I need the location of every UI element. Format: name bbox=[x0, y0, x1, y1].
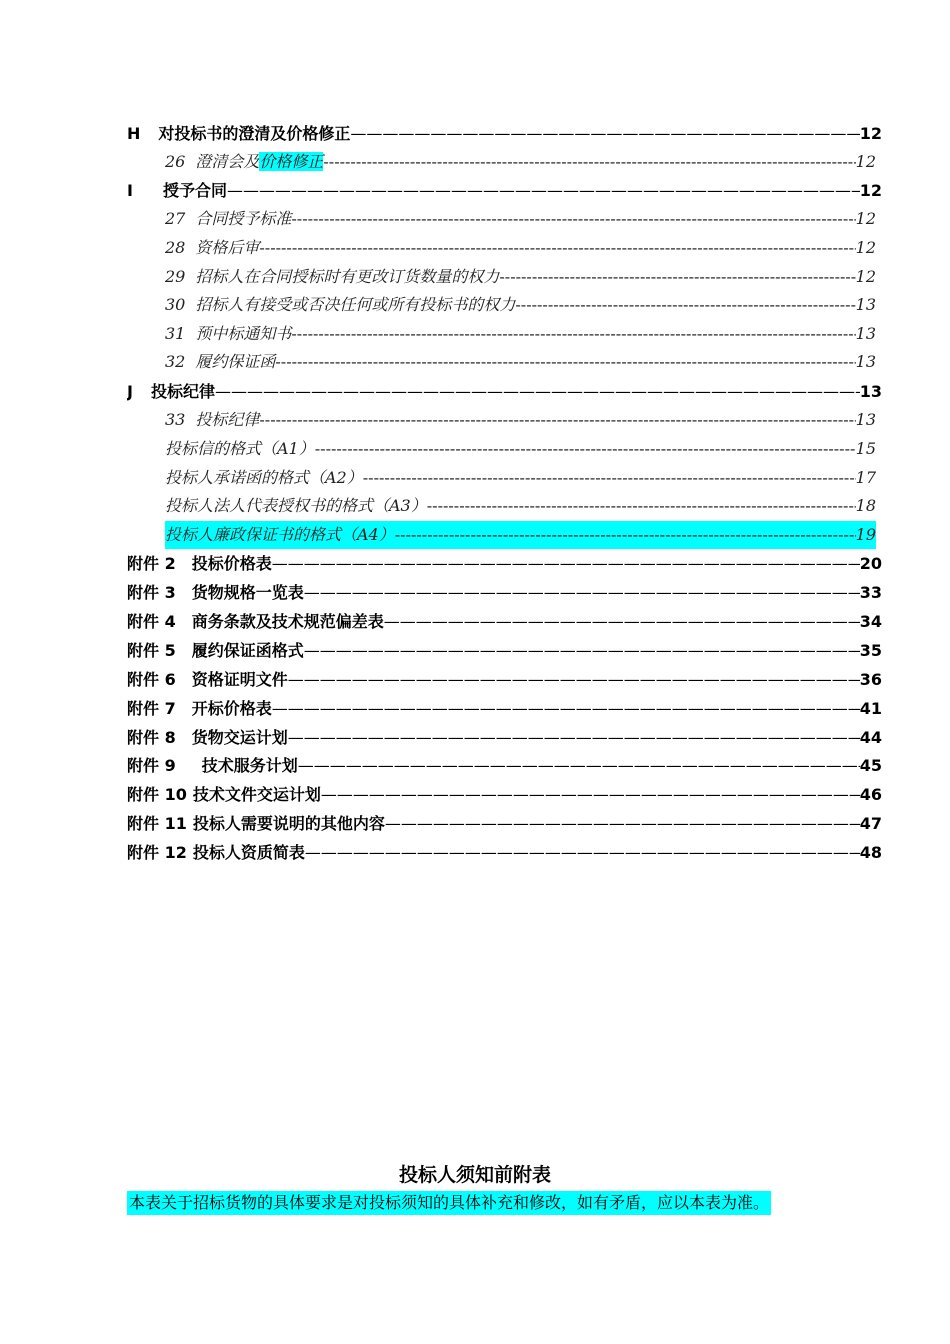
toc-entry[interactable] bbox=[127, 637, 882, 665]
toc-entry-text: 投标人承诺函的格式（A2） bbox=[165, 468, 363, 487]
toc-page-number: 17 bbox=[855, 468, 876, 487]
toc-entry-text: 投标人需要说明的其他内容 bbox=[192, 814, 385, 833]
toc-entry[interactable] bbox=[127, 177, 882, 205]
toc-page-number: 13 bbox=[855, 295, 876, 314]
toc-entry[interactable] bbox=[165, 406, 876, 434]
toc-leader-dashes bbox=[304, 579, 860, 607]
toc-page-number: 12 bbox=[859, 124, 882, 143]
toc-leader-dashes bbox=[215, 378, 860, 406]
toc-entry-number: 30 bbox=[165, 295, 186, 314]
toc-leader-dashes bbox=[227, 177, 860, 205]
toc-page-number: 33 bbox=[859, 583, 882, 602]
toc-entry[interactable] bbox=[165, 234, 876, 262]
toc-entry-title bbox=[165, 148, 323, 176]
toc-entry[interactable] bbox=[165, 521, 876, 549]
toc-leader-dashes bbox=[323, 148, 855, 176]
toc-page-number: 45 bbox=[859, 756, 882, 775]
toc-entry-text: 投标纪律 bbox=[195, 410, 260, 429]
toc-entry[interactable] bbox=[127, 550, 882, 578]
toc-leader-dashes bbox=[384, 608, 860, 636]
toc-leader-dashes bbox=[272, 550, 860, 578]
toc-page-number: 12 bbox=[855, 267, 876, 286]
toc-entry-title bbox=[165, 348, 275, 376]
toc-page-number: 13 bbox=[855, 352, 876, 371]
toc-entry-number: 27 bbox=[165, 209, 186, 228]
toc-entry-label: 附件 8 bbox=[127, 728, 176, 747]
toc-entry-text: 招标人有接受或否决任何或所有投标书的权力 bbox=[195, 295, 516, 314]
toc-entry-title bbox=[127, 839, 305, 867]
toc-leader-dashes bbox=[291, 205, 855, 233]
toc-page-number: 13 bbox=[859, 382, 882, 401]
toc-entry-title bbox=[127, 120, 350, 148]
toc-entry-label: I bbox=[127, 181, 133, 200]
toc-page-number: 13 bbox=[855, 324, 876, 343]
toc-entry-label: 附件 7 bbox=[127, 699, 176, 718]
toc-page-number: 18 bbox=[855, 496, 876, 515]
toc-entry[interactable] bbox=[127, 781, 882, 809]
toc-entry-label: 附件 11 bbox=[127, 814, 187, 833]
toc-entry-text: 投标人廉政保证书的格式（A4） bbox=[165, 525, 395, 544]
toc-entry-number: 33 bbox=[165, 410, 186, 429]
toc-entry[interactable] bbox=[127, 839, 882, 867]
toc-entry-text: 商务条款及技术规范偏差表 bbox=[191, 612, 384, 631]
toc-page-number: 44 bbox=[859, 728, 882, 747]
toc-entry-number: 28 bbox=[165, 238, 186, 257]
toc-entry-label: H bbox=[127, 124, 141, 143]
toc-entry-title bbox=[165, 320, 291, 348]
toc-entry-title bbox=[127, 177, 227, 205]
toc-entry[interactable] bbox=[165, 435, 876, 463]
toc-page-number: 47 bbox=[859, 814, 882, 833]
toc-page-number: 12 bbox=[855, 209, 876, 228]
section-heading: 投标人须知前附表 bbox=[398, 1164, 551, 1186]
toc-entry-text: 履约保证函 bbox=[195, 352, 276, 371]
toc-leader-dashes bbox=[275, 348, 855, 376]
toc-entry[interactable] bbox=[127, 120, 882, 148]
toc-entry-text: 资格后审 bbox=[195, 238, 260, 257]
toc-page-number: 34 bbox=[859, 612, 882, 631]
toc-leader-dashes bbox=[499, 263, 855, 291]
toc-entry-title bbox=[165, 492, 427, 520]
toc-page-number: 41 bbox=[859, 699, 882, 718]
toc-entry[interactable] bbox=[127, 666, 882, 694]
toc-leader-dashes bbox=[315, 435, 856, 463]
toc-entry[interactable] bbox=[165, 348, 876, 376]
toc-page-number: 19 bbox=[855, 525, 876, 544]
toc-leader-dashes bbox=[272, 695, 860, 723]
toc-entry-text: 投标价格表 bbox=[191, 554, 272, 573]
toc-entry-text: 对投标书的澄清及价格修正 bbox=[158, 124, 351, 143]
toc-entry-label: J bbox=[127, 382, 133, 401]
toc-entry-title bbox=[127, 378, 215, 406]
toc-leader-dashes bbox=[515, 291, 855, 319]
toc-leader-dashes bbox=[304, 637, 860, 665]
toc-entry-title bbox=[127, 579, 304, 607]
toc-page-number: 12 bbox=[855, 152, 876, 171]
toc-entry-number: 32 bbox=[165, 352, 186, 371]
toc-entry[interactable] bbox=[127, 724, 882, 752]
toc-entry-text: 开标价格表 bbox=[191, 699, 272, 718]
toc-entry[interactable] bbox=[127, 608, 882, 636]
toc-entry[interactable] bbox=[165, 320, 876, 348]
toc-entry-title bbox=[165, 205, 291, 233]
toc-entry-title bbox=[127, 724, 288, 752]
toc-leader-dashes bbox=[321, 781, 860, 809]
toc-entry[interactable] bbox=[165, 263, 876, 291]
toc-leader-dashes bbox=[288, 724, 860, 752]
toc-entry-title bbox=[165, 234, 259, 262]
toc-entry-title bbox=[127, 666, 288, 694]
toc-entry-title bbox=[127, 695, 272, 723]
toc-entry-title bbox=[165, 291, 515, 319]
toc-entry-text: 货物规格一览表 bbox=[191, 583, 304, 602]
toc-entry-text: 合同授予标准 bbox=[195, 209, 292, 228]
toc-entry-title bbox=[127, 752, 298, 780]
toc-entry[interactable] bbox=[165, 205, 876, 233]
toc-leader-dashes bbox=[259, 406, 855, 434]
toc-entry-title bbox=[165, 406, 259, 434]
toc-entry-title bbox=[165, 464, 363, 492]
toc-leader-dashes bbox=[305, 839, 860, 867]
toc-entry[interactable] bbox=[165, 148, 876, 176]
toc-entry-text: 授予合同 bbox=[162, 181, 227, 200]
toc-entry-text: 货物交运计划 bbox=[191, 728, 288, 747]
toc-entry-text: 履约保证函格式 bbox=[191, 641, 304, 660]
toc-entry[interactable] bbox=[127, 378, 882, 406]
toc-leader-dashes bbox=[288, 666, 860, 694]
toc-entry-label: 附件 4 bbox=[127, 612, 176, 631]
toc-leader-dashes bbox=[291, 320, 855, 348]
toc-entry-label: 附件 6 bbox=[127, 670, 176, 689]
toc-entry[interactable] bbox=[127, 695, 882, 723]
toc-entry-text: 投标信的格式（A1） bbox=[165, 439, 315, 458]
toc-entry-label: 附件 5 bbox=[127, 641, 176, 660]
toc-page-number: 35 bbox=[859, 641, 882, 660]
toc-entry-label: 附件 12 bbox=[127, 843, 187, 862]
toc-entry-text: 投标人资质简表 bbox=[192, 843, 305, 862]
toc-entry-text: 投标人法人代表授权书的格式（A3） bbox=[165, 496, 427, 515]
toc-entry-number: 26 bbox=[165, 152, 186, 171]
toc-entry-highlighted-text: 价格修正 bbox=[259, 152, 324, 171]
toc-entry-title bbox=[127, 608, 384, 636]
toc-entry-title bbox=[165, 263, 499, 291]
toc-entry-text: 技术文件交运计划 bbox=[192, 785, 321, 804]
toc-page-number: 36 bbox=[859, 670, 882, 689]
toc-entry-label: 附件 3 bbox=[127, 583, 176, 602]
toc-entry-label: 附件 2 bbox=[127, 554, 176, 573]
toc-entry[interactable] bbox=[127, 752, 882, 780]
toc-entry[interactable] bbox=[165, 492, 876, 520]
toc-entry-label: 附件 9 bbox=[127, 756, 176, 775]
toc-entry-text: 招标人在合同授标时有更改订货数量的权力 bbox=[195, 267, 500, 286]
toc-page-number: 15 bbox=[855, 439, 876, 458]
toc-entry[interactable] bbox=[127, 579, 882, 607]
toc-leader-dashes bbox=[363, 464, 856, 492]
toc-entry-title bbox=[127, 781, 321, 809]
toc-page-number: 13 bbox=[855, 410, 876, 429]
toc-entry[interactable] bbox=[165, 291, 876, 319]
toc-leader-dashes bbox=[427, 492, 856, 520]
toc-entry-text: 资格证明文件 bbox=[191, 670, 288, 689]
toc-entry-title bbox=[165, 435, 315, 463]
toc-leader-dashes bbox=[385, 810, 860, 838]
toc-entry-text: 澄清会及 bbox=[195, 152, 260, 171]
toc-leader-dashes bbox=[259, 234, 855, 262]
toc-page-number: 12 bbox=[859, 181, 882, 200]
toc-entry-title bbox=[127, 550, 272, 578]
highlighted-note: 本表关于招标货物的具体要求是对投标须知的具体补充和修改，如有矛盾，应以本表为准。 bbox=[127, 1191, 771, 1215]
toc-entry-text: 技术服务计划 bbox=[201, 756, 298, 775]
toc-leader-dashes bbox=[350, 120, 859, 148]
toc-entry-label: 附件 10 bbox=[127, 785, 187, 804]
toc-page-number: 12 bbox=[855, 238, 876, 257]
toc-entry-title bbox=[127, 810, 385, 838]
toc-entry-text: 预中标通知书 bbox=[195, 324, 292, 343]
toc-page-number: 46 bbox=[859, 785, 882, 804]
toc-entry[interactable] bbox=[165, 464, 876, 492]
toc-entry-number: 31 bbox=[165, 324, 186, 343]
toc-entry-title bbox=[165, 521, 395, 549]
toc-entry-text: 投标纪律 bbox=[150, 382, 215, 401]
toc-leader-dashes bbox=[298, 752, 860, 780]
toc-leader-dashes bbox=[395, 521, 856, 549]
toc-entry[interactable] bbox=[127, 810, 882, 838]
toc-entry-title bbox=[127, 637, 304, 665]
toc-page-number: 20 bbox=[859, 554, 882, 573]
toc-entry-number: 29 bbox=[165, 267, 186, 286]
toc-page-number: 48 bbox=[859, 843, 882, 862]
